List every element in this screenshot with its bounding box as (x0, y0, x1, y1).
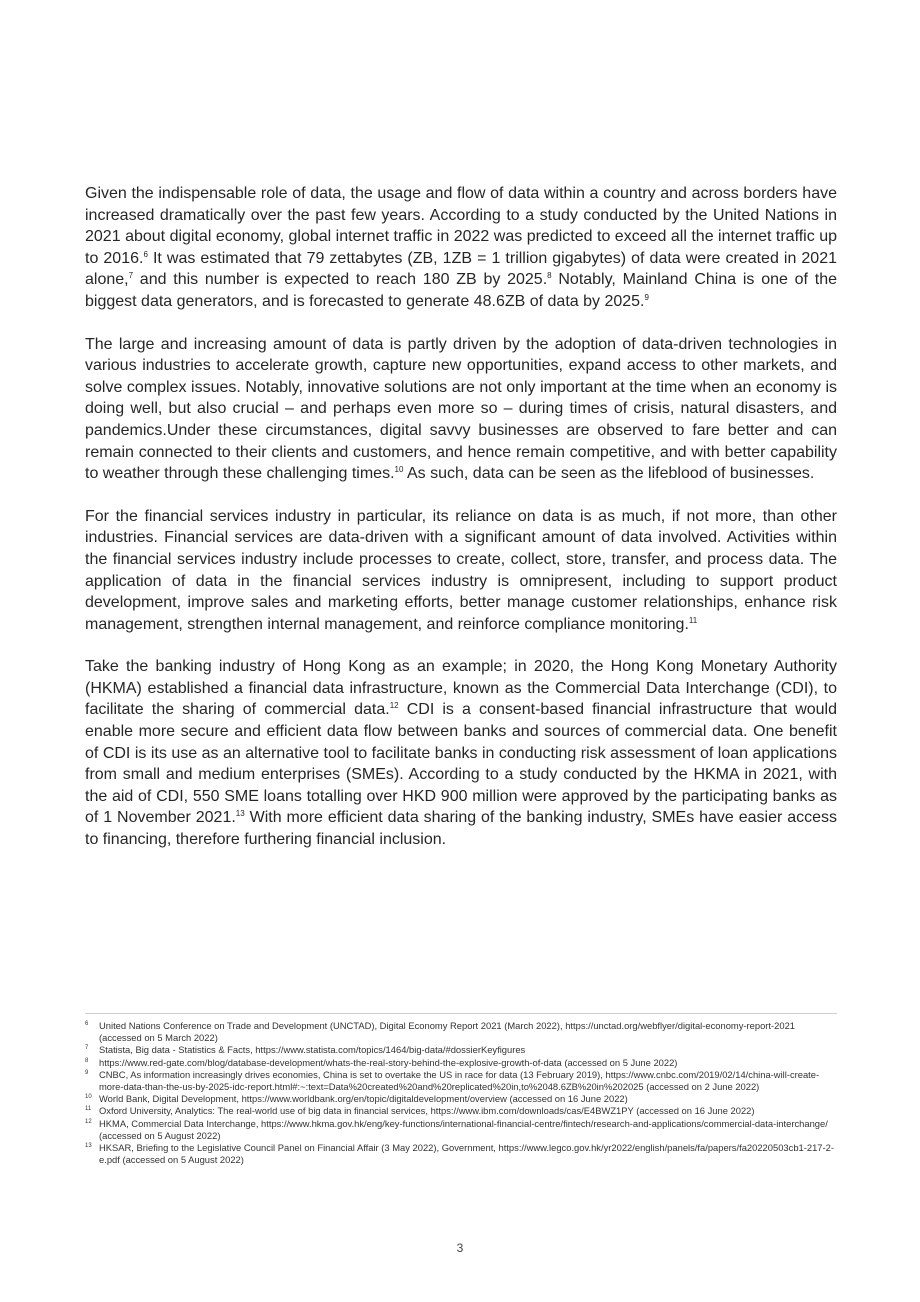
footnote-text: World Bank, Digital Development, https://www.worldbank.org/en/topic/digitaldevelopment/overview (accessed on 16 June 2022) (99, 1093, 628, 1105)
footnote-ref: 8 (547, 271, 552, 281)
footnote-ref: 6 (143, 249, 148, 259)
footnote-number: 7 (85, 1045, 89, 1052)
footnote-item (85, 1093, 837, 1105)
footnote-text: CNBC, As information increasingly drives economies, China is set to overtake the US in race for data (13 February 2019), https://www.cnbc.com/2019/02/14/china-will-create-more-data-than-the-us-by-2025-idc-report.html#:~:text=Data%20created%20and%20replicated%20in,to%2048.6ZB%20in%202025 (accessed on 2 June 2022) (99, 1068, 820, 1093)
page-number: 3 (456, 1241, 464, 1255)
footnote-number: 13 (85, 1143, 92, 1150)
footnote-ref: 13 (235, 809, 245, 819)
paragraph-hong-kong-banking (85, 656, 837, 850)
paragraph-data-driven-tech (85, 334, 837, 485)
footnote-number: 6 (85, 1021, 89, 1027)
footnote-ref: 11 (688, 615, 698, 625)
footnote-text: HKSAR, Briefing to the Legislative Council Panel on Financial Affair (3 May 2022), Government, https://www.legco.gov.hk/yr2022/english/panels/fa/papers/fa20220503cb1-217-2-e.pdf (accessed on 5 August 2022) (99, 1142, 834, 1166)
paragraph-data-growth (85, 183, 837, 313)
text-run: Take the banking industry of Hong Kong as an example; in 2020, the Hong Kong Monetary Authority (HKMA) established a financial data infrastructure, known as the Commercial Data Interchange (CDI), to facilitate the sharing of commercial data. (85, 658, 837, 719)
footnote-ref: 7 (128, 271, 134, 281)
text-run: Notably, Mainland China is one of the biggest data generators, and is forecasted to generate 48.6ZB of data by 2025. (85, 271, 837, 310)
footnote-item (85, 1069, 837, 1093)
text-run: CDI is a consent-based financial infrastructure that would enable more secure and efficient data flow between banks and sources of commercial data. One benefit of CDI is its use as an alternative tool to facilitate banks in conducting risk assessment of loan applications from small and medium enterprises (SMEs). According to a study conducted by the HKMA in 2021, with the aid of CDI, 550 SME loans totalling over HKD 900 million were approved by the participating banks as of 1 November 2021. (85, 701, 838, 827)
footnote-text: Statista, Big data - Statistics & Facts, https://www.statista.com/topics/1464/big-data/#dossierKeyfigures (99, 1044, 526, 1056)
text-run: The large and increasing amount of data is partly driven by the adoption of data-driven technologies in various industries to accelerate growth, capture new opportunities, expand access to other markets, and solve complex issues. Notably, innovative solutions are not only important at the time when an economy is doing well, but also crucial – and perhaps even more so – during times of crisis, natural disasters, and pandemics.Under these circumstances, digital savvy businesses are observed to fare better and can remain connected to their clients and customers, and hence remain competitive, and with better capability to weather through these challenging times. (85, 335, 837, 483)
text-run: Given the indispensable role of data, the usage and flow of data within a country and across borders have increased dramatically over the past few years. According to a study conducted by the United Nations in 2021 about digital economy, global internet traffic in 2022 was predicted to exceed all the internet traffic up to 2016. (85, 185, 837, 267)
footnote-ref: 12 (389, 701, 399, 711)
footnote-ref: 10 (394, 465, 404, 475)
footnote-item (85, 1057, 837, 1069)
footnote-ref: 9 (644, 292, 649, 302)
footnote-number: 11 (85, 1106, 92, 1113)
text-run: For the financial services industry in particular, its reliance on data is as much, if not more, than other industries. Financial services are data-driven with a significant amount of data involved. Activities within the financial services industry include processes to create, collect, store, transfer, and process data. The application of data in the financial services industry is omnipresent, including to support product development, improve sales and marketing efforts, better manage customer relationships, enhance risk management, strengthen internal management, and reinforce compliance monitoring. (85, 507, 837, 633)
footnote-divider (85, 1013, 837, 1014)
text-run: and this number is expected to reach 180 ZB by 2025. (133, 271, 548, 289)
footnote-number: 12 (85, 1118, 92, 1125)
footnote-text: United Nations Conference on Trade and Development (UNCTAD), Digital Economy Report 2021 (March 2022), https://unctad.org/webflyer/digital-economy-report-2021 (accessed on 5 March 2022) (99, 1020, 795, 1044)
footnote-number: 10 (85, 1094, 92, 1101)
text-run: It was estimated that 79 zettabytes (ZB, 1ZB = 1 trillion gigabytes) of data were created in 2021 alone, (85, 249, 837, 289)
footnote-text: https://www.red-gate.com/blog/database-development/whats-the-real-story-behind-the-explosive-growth-of-data (accessed on 5 June 2022) (99, 1056, 678, 1068)
footnote-item (85, 1142, 837, 1166)
footnote-number: 8 (85, 1057, 89, 1064)
footnotes (85, 1020, 837, 1166)
body-text (85, 183, 837, 872)
footnote-item (85, 1118, 837, 1142)
text-run: With more efficient data sharing of the banking industry, SMEs have easier access to financing, therefore furthering financial inclusion. (85, 809, 837, 849)
footnote-item (85, 1044, 837, 1056)
footnote-text: HKMA, Commercial Data Interchange, https://www.hkma.gov.hk/eng/key-functions/international-financial-centre/fintech/research-and-applications/commercial-data-interchange/ (accessed on 5 August 2022) (99, 1117, 828, 1141)
footnote-item (85, 1105, 837, 1117)
paragraph-financial-services (85, 506, 837, 636)
footnote-text: Oxford University, Analytics: The real-world use of big data in financial services, https://www.ibm.com/downloads/cas/E4BWZ1PY (accessed on 16 June 2022) (99, 1105, 755, 1117)
text-run: As such, data can be seen as the lifeblood of businesses. (403, 465, 815, 483)
footnote-number: 9 (85, 1069, 89, 1076)
footnote-item (85, 1020, 837, 1044)
